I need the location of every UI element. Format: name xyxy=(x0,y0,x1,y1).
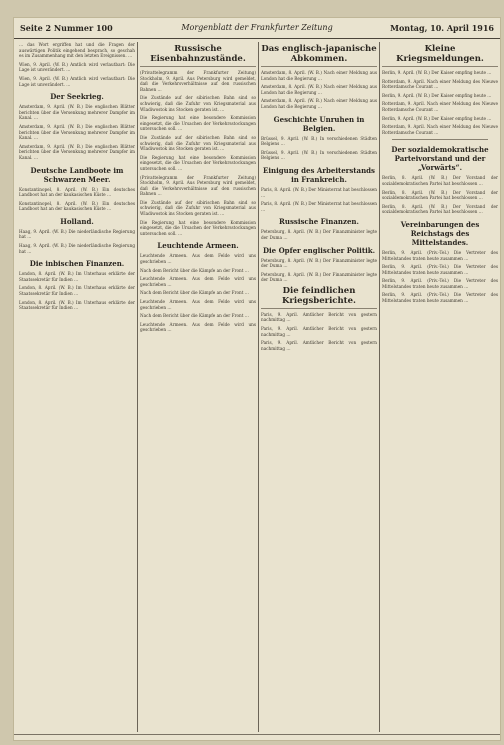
page-date: Montag, 10. April 1916 xyxy=(390,23,494,33)
section-divider xyxy=(392,139,488,140)
article-headline: Russische Eisenbahnzustände. xyxy=(140,44,256,67)
article-text: Nach dem Bericht über die Kämpfe an der Front … xyxy=(140,290,249,296)
page-footer-rule xyxy=(14,734,500,741)
article-headline: Das englisch-japanische Abkommen. xyxy=(261,44,377,67)
article-headline: Russische Finanzen. xyxy=(279,217,359,227)
article-headline: Leuchtende Armeen. xyxy=(157,241,239,251)
article-text: Rotterdam, 9. April. Nach einer Meldung des Nieuwe Rotterdamsche Courant … xyxy=(382,124,498,135)
article-text: Die Zustände auf der sibirischen Bahn sind so schwierig, daß die Zufuhr von Kriegsmaterial aus Wladiwostok ins Stocken geraten ist. … xyxy=(140,95,256,112)
article-text: Amsterdam, 8. April. (W. B.) Nach einer Meldung aus London hat die Regierung … xyxy=(261,84,377,95)
newspaper-page xyxy=(14,18,500,740)
article-text: London, 8. April. (W. B.) Im Unterhaus erklärte der Staatssekretär für Indien … xyxy=(19,285,135,297)
column-rule xyxy=(258,42,259,732)
article-text: Amsterdam, 9. April. (W. B.) Die englischen Blätter berichten über die Versenkung mehrerer Dampfer im Kanal. … xyxy=(19,143,135,160)
article-text: Paris, 8. April. (W. B.) Der Ministerrat hat beschlossen … xyxy=(261,201,377,212)
article-text: Die Zustände auf der sibirischen Bahn sind so schwierig, daß die Zufuhr von Kriegsmaterial aus Wladiwostok ins Stocken geraten ist. … xyxy=(140,199,256,217)
article-text: Berlin, 9. April. (Priv.-Tel.) Die Vertreter des Mittelstandes traten heute zusammen … xyxy=(382,292,498,304)
page-number: Seite 2 Nummer 100 xyxy=(20,23,113,33)
article-headline: Deutsche Landboote im Schwarzen Meer. xyxy=(30,165,124,184)
masthead: Morgenblatt der Frankfurter Zeitung xyxy=(181,23,333,32)
article-text: Rotterdam, 9. April. Nach einer Meldung des Nieuwe Rotterdamsche Courant … xyxy=(382,78,498,90)
article-headline: Die feindlichen Kriegsberichte. xyxy=(261,286,377,309)
article-text: … das Wort ergriffen hat und die Fragen der auswärtigen Politik eingehend besprach, so geschah es im Zusammenhang mit den letzten Ereignissen. … xyxy=(19,42,135,59)
article-headline: Einigung des Arbeiterstands in Frankreich. xyxy=(262,165,375,184)
article-text: Wien, 9. April. (W. B.) Amtlich wird verlautbart: Die Lage ist unverändert. … xyxy=(19,75,135,87)
article-text: Brüssel, 9. April. (W. B.) In verschiedenen Städten Belgiens … xyxy=(261,149,377,161)
article-text: Berlin, 8. April. (W. B.) Der Vorstand der sozialdemokratischen Partei hat beschlossen … xyxy=(382,203,498,215)
article-text: (Privattelegramm der Frankfurter Zeitung) Stockholm, 9. April. Aus Petersburg wird gemeldet, daß die Verkehrsverhältnisse auf den russischen Bahnen … xyxy=(140,174,256,197)
article-text: Amsterdam, 9. April. (W. B.) Die englischen Blätter berichten über die Versenkung mehrerer Dampfer im Kanal. … xyxy=(19,123,135,141)
article-text: Petersburg, 8. April. (W. B.) Der Finanzminister legte der Duma … xyxy=(261,229,377,240)
article-text: Berlin, 9. April. (W. B.) Der Kaiser empfing heute … xyxy=(382,92,492,98)
column-2 xyxy=(140,42,256,732)
article-text: Leuchtende Armeen. Aus dem Felde wird uns geschrieben … xyxy=(140,253,256,265)
article-text: London, 8. April. (W. B.) Im Unterhaus erklärte der Staatssekretär für Indien … xyxy=(19,299,135,311)
article-headline: Die Opfer englischer Politik. xyxy=(262,245,376,255)
article-text: Petersburg, 8. April. (W. B.) Der Finanzminister legte der Duma … xyxy=(261,257,377,269)
article-text: Nach dem Bericht über die Kämpfe an der Front … xyxy=(140,313,249,319)
article-text: Leuchtende Armeen. Aus dem Felde wird uns geschrieben … xyxy=(140,276,256,287)
article-text: Amsterdam, 9. April. (W. B.) Die englischen Blätter berichten über die Versenkung mehrerer Dampfer im Kanal. … xyxy=(19,104,135,121)
article-text: (Privattelegramm der Frankfurter Zeitung) Stockholm, 9. April. Aus Petersburg wird gemeldet, daß die Verkehrsverhältnisse auf den russischen Bahnen … xyxy=(140,70,256,92)
article-text: Nach dem Bericht über die Kämpfe an der Front … xyxy=(140,267,249,273)
article-text: Rotterdam, 9. April. Nach einer Meldung des Nieuwe Rotterdamsche Courant … xyxy=(382,101,498,112)
article-text: Berlin, 8. April. (W. B.) Der Vorstand der sozialdemokratischen Partei hat beschlossen … xyxy=(382,189,498,201)
article-text: Leuchtende Armeen. Aus dem Felde wird uns geschrieben … xyxy=(140,299,256,310)
article-text: Wien, 9. April. (W. B.) Amtlich wird verlautbart: Die Lage ist unverändert. … xyxy=(19,61,135,73)
article-headline: Kleine Kriegsmeldungen. xyxy=(382,44,498,67)
article-text: Amsterdam, 8. April. (W. B.) Nach einer Meldung aus London hat die Regierung … xyxy=(261,98,377,109)
article-text: Paris, 9. April. Amtlicher Bericht von gestern nachmittag … xyxy=(261,311,377,323)
article-text: Die Regierung hat eine besondere Kommission eingesetzt, die die Ursachen der Verkehrsstockungen untersuchen soll. … xyxy=(140,154,256,171)
article-headline: Geschichte Unruhen in Belgien. xyxy=(273,114,365,133)
article-text: Paris, 8. April. (W. B.) Der Ministerrat hat beschlossen … xyxy=(261,186,377,198)
article-headline: Holland. xyxy=(60,216,94,226)
article-headline: Vereinbarungen des Reichstags des Mittelstandes. xyxy=(400,219,480,247)
article-text: Paris, 9. April. Amtlicher Bericht von gestern nachmittag … xyxy=(261,340,377,351)
article-text: London, 8. April. (W. B.) Im Unterhaus erklärte der Staatssekretär für Indien … xyxy=(19,271,135,282)
article-headline: Der sozialdemokratische Parteivorstand und der „Vorwärts“. xyxy=(391,145,489,173)
column-1 xyxy=(19,42,135,732)
article-text: Petersburg, 8. April. (W. B.) Der Finanzminister legte der Duma … xyxy=(261,271,377,283)
article-text: Berlin, 9. April. (Priv.-Tel.) Die Vertreter des Mittelstandes traten heute zusammen … xyxy=(382,278,498,289)
article-text: Leuchtende Armeen. Aus dem Felde wird uns geschrieben … xyxy=(140,321,256,333)
article-headline: Der Seekrieg. xyxy=(50,92,104,102)
column-4 xyxy=(382,42,498,732)
article-text: Paris, 9. April. Amtlicher Bericht von gestern nachmittag … xyxy=(261,326,377,337)
article-text: Berlin, 9. April. (Priv.-Tel.) Die Vertreter des Mittelstandes traten heute zusammen … xyxy=(382,264,498,275)
article-text: Berlin, 9. April. (W. B.) Der Kaiser empfing heute … xyxy=(382,115,492,121)
article-text: Konstantinopel, 8. April. (W. B.) Ein deutsches Landboot hat an der kaukasischen Küste … xyxy=(19,200,135,212)
article-headline: Die inbischen Finanzen. xyxy=(29,259,125,269)
article-text: Die Regierung hat eine besondere Kommission eingesetzt, die die Ursachen der Verkehrsstockungen untersuchen soll. … xyxy=(140,115,256,132)
article-text: Die Zustände auf der sibirischen Bahn sind so schwierig, daß die Zufuhr von Kriegsmaterial aus Wladiwostok ins Stocken geraten ist. … xyxy=(140,134,256,152)
article-text: Berlin, 8. April. (W. B.) Der Vorstand der sozialdemokratischen Partei hat beschlossen … xyxy=(382,175,498,186)
article-text: Brüssel, 9. April. (W. B.) In verschiedenen Städten Belgiens … xyxy=(261,135,377,147)
article-text: Berlin, 9. April. (Priv.-Tel.) Die Vertreter des Mittelstandes traten heute zusammen … xyxy=(382,249,498,261)
column-rule xyxy=(137,42,138,732)
page-header xyxy=(14,18,500,39)
article-text: Haag, 9. April. (W. B.) Die niederländische Regierung hat … xyxy=(19,228,135,240)
article-text: Berlin, 9. April. (W. B.) Der Kaiser empfing heute … xyxy=(382,70,492,75)
article-text: Die Regierung hat eine besondere Kommission eingesetzt, die die Ursachen der Verkehrsstockungen untersuchen soll. … xyxy=(140,219,256,236)
column-3 xyxy=(261,42,377,732)
article-text: Konstantinopel, 8. April. (W. B.) Ein deutsches Landboot hat an der kaukasischen Küste … xyxy=(19,186,135,198)
article-text: Amsterdam, 8. April. (W. B.) Nach einer Meldung aus London hat die Regierung … xyxy=(261,70,377,81)
article-text: Haag, 9. April. (W. B.) Die niederländische Regierung hat … xyxy=(19,243,135,254)
column-rule xyxy=(379,42,380,732)
